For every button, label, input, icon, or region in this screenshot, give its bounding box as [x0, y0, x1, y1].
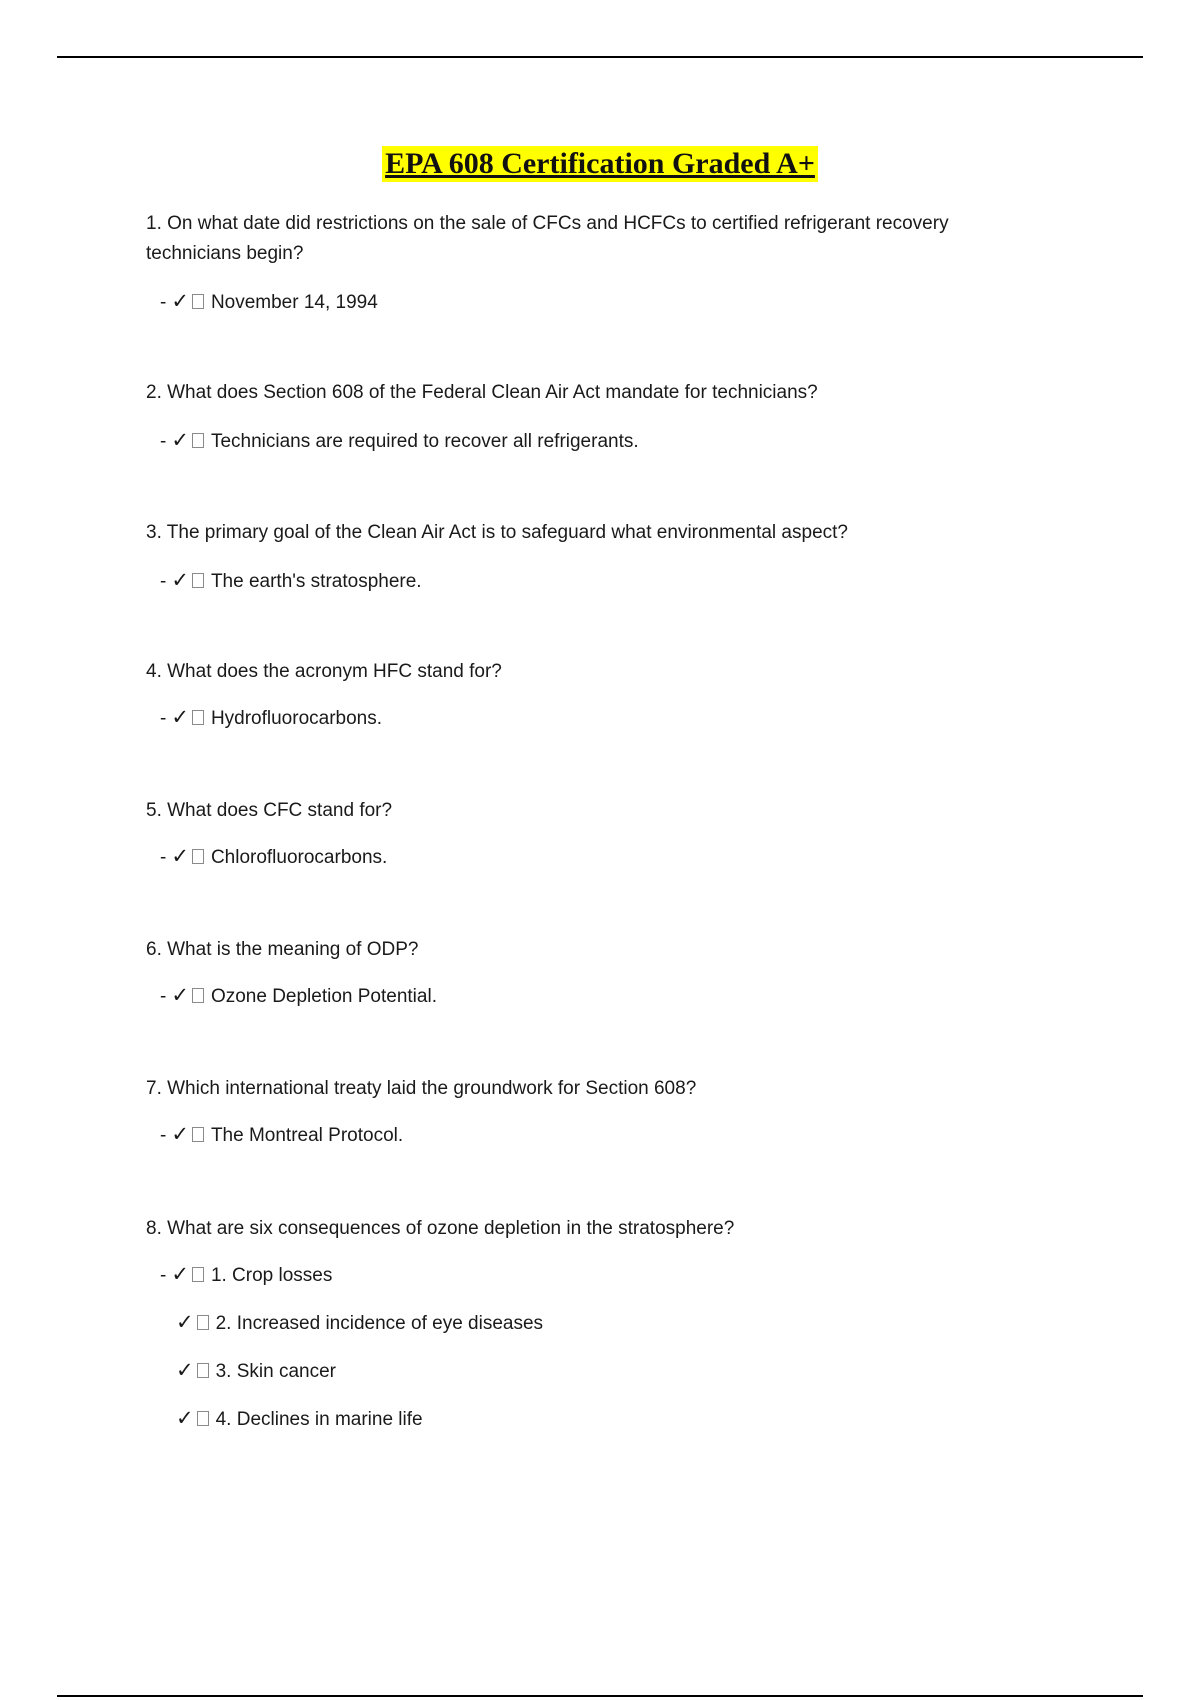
answer-5: - ✓ Chlorofluorocarbons. [160, 845, 388, 868]
empty-box-icon [192, 294, 204, 309]
question-6: 6. What is the meaning of ODP? [146, 939, 419, 960]
check-mark-icon: ✓ [176, 1407, 194, 1430]
answer-text: 1. Crop losses [210, 1265, 333, 1286]
answer-text: The earth's stratosphere. [210, 571, 422, 592]
empty-box-icon [197, 1315, 209, 1330]
answer-text: The Montreal Protocol. [210, 1125, 404, 1146]
empty-box-icon [197, 1363, 209, 1378]
question-8: 8. What are six consequences of ozone depletion in the stratosphere? [146, 1218, 735, 1239]
empty-box-icon [192, 988, 204, 1003]
empty-box-icon [192, 1127, 204, 1142]
check-mark-icon: ✓ [176, 1359, 194, 1382]
check-mark-icon: ✓ [171, 706, 189, 729]
answer-6: - ✓ Ozone Depletion Potential. [160, 984, 437, 1007]
empty-box-icon [192, 573, 204, 588]
check-mark-icon: ✓ [171, 1263, 189, 1286]
answer-text: 2. Increased incidence of eye diseases [215, 1313, 544, 1334]
answer-text: Ozone Depletion Potential. [210, 986, 437, 1007]
answer-8-item-1: - ✓ 1. Crop losses [160, 1263, 333, 1286]
answer-text: Technicians are required to recover all refrigerants. [210, 431, 639, 452]
empty-box-icon [192, 1267, 204, 1282]
answer-7: - ✓ The Montreal Protocol. [160, 1123, 404, 1146]
answer-text: November 14, 1994 [210, 292, 378, 313]
answer-text: 3. Skin cancer [215, 1361, 337, 1382]
answer-8-item-4 [176, 1406, 423, 1433]
question-7: 7. Which international treaty laid the groundwork for Section 608? [146, 1078, 697, 1099]
answer-4: - ✓ Hydrofluorocarbons. [160, 706, 383, 729]
title-container [0, 146, 1200, 182]
empty-box-icon [192, 849, 204, 864]
answer-text: 4. Declines in marine life [215, 1409, 423, 1430]
question-2: 2. What does Section 608 of the Federal Clean Air Act mandate for technicians? [146, 382, 818, 403]
bottom-divider [57, 1695, 1143, 1697]
check-mark-icon: ✓ [171, 569, 189, 592]
empty-box-icon [192, 710, 204, 725]
answer-2: - ✓ Technicians are required to recover all refrigerants. [160, 429, 639, 452]
top-divider [57, 56, 1143, 58]
answer-text: Hydrofluorocarbons. [210, 708, 383, 729]
check-mark-icon: ✓ [171, 984, 189, 1007]
check-mark-icon: ✓ [171, 845, 189, 868]
page-title: EPA 608 Certification Graded A+ [382, 146, 818, 182]
answer-text: Chlorofluorocarbons. [210, 847, 388, 868]
answer-3: - ✓ The earth's stratosphere. [160, 569, 422, 592]
check-mark-icon: ✓ [171, 290, 189, 313]
question-1: 1. On what date did restrictions on the sale of CFCs and HCFCs to certified refrigerant recovery technicians begin? [146, 213, 949, 264]
check-mark-icon: ✓ [176, 1311, 194, 1334]
empty-box-icon [192, 433, 204, 448]
check-mark-icon: ✓ [171, 429, 189, 452]
question-4: 4. What does the acronym HFC stand for? [146, 661, 502, 682]
question-3: 3. The primary goal of the Clean Air Act is to safeguard what environmental aspect? [146, 522, 848, 543]
empty-box-icon [197, 1411, 209, 1426]
answer-8-item-3 [176, 1358, 336, 1385]
check-mark-icon: ✓ [171, 1123, 189, 1146]
answer-8-item-2 [176, 1310, 543, 1337]
question-5: 5. What does CFC stand for? [146, 800, 393, 821]
answer-1: - ✓ November 14, 1994 [160, 290, 378, 313]
